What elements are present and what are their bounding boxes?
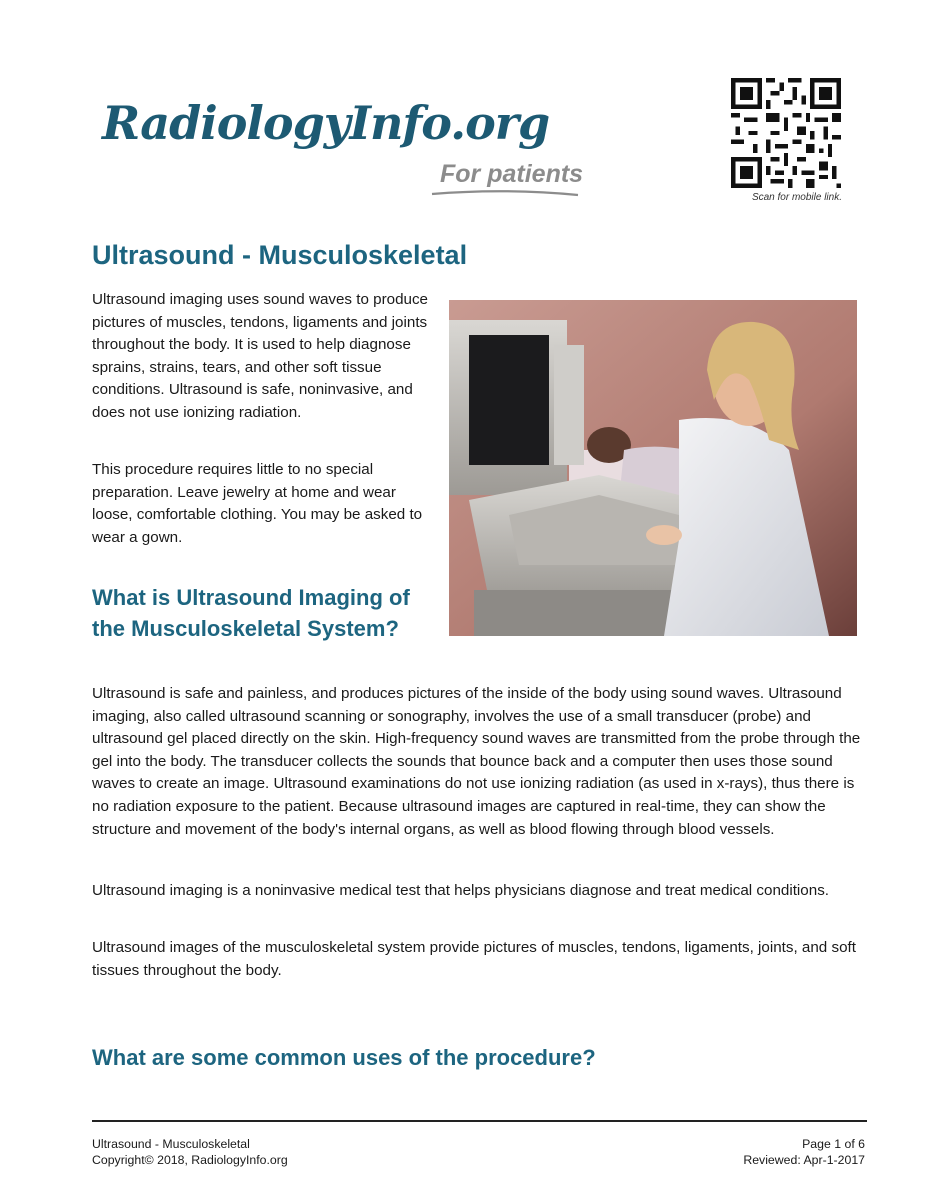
footer-copyright: Copyright© 2018, RadiologyInfo.org bbox=[92, 1153, 288, 1167]
section1-paragraph-1: Ultrasound is safe and painless, and produces pictures of the inside of the body using sound waves. Ultrasound imaging, also called ultrasound scanning or sonography, involves the use of a small transducer (probe) and ultrasound gel placed directly on the skin. High-frequency sound waves are transmitted from the probe through the gel into the body. The transducer collects the sounds that bounce back and a computer then uses those sound waves to create an image. Ultrasound examinations do not use ionizing radiation (as used in x-rays), thus there is no radiation exposure to the patient. Because ultrasound images are captured in real-time, they can show the structure and movement of the body's internal organs, as well as blood flowing through blood vessels. bbox=[92, 685, 861, 838]
intro-paragraph-2: This procedure requires little to no special preparation. Leave jewelry at home and wear loose, comfortable clothing. You may be asked to wear a gown. bbox=[92, 461, 423, 546]
qr-code-icon[interactable] bbox=[731, 78, 841, 188]
qr-caption: Scan for mobile link. bbox=[751, 192, 842, 203]
footer-doc-title: Ultrasound - Musculoskeletal bbox=[92, 1137, 250, 1151]
footer-page-number: Page 1 of 6 bbox=[802, 1137, 865, 1151]
intro-paragraph-1: Ultrasound imaging uses sound waves to produce pictures of muscles, tendons, ligaments and joints throughout the body. It is used to help diagnose sprains, strains, tears, and other soft tissue conditions. Ultrasound is safe, noninvasive, and does not use ionizing radiation. bbox=[92, 291, 429, 421]
page-title: Ultrasound - Musculoskeletal bbox=[92, 240, 468, 270]
logo-tagline: For patients bbox=[440, 160, 584, 188]
section1-paragraph-2: Ultrasound imaging is a noninvasive medical test that helps physicians diagnose and treat medical conditions. bbox=[92, 882, 830, 899]
site-logo: RadiologyInfo.org bbox=[102, 96, 550, 150]
footer-reviewed-date: Reviewed: Apr-1-2017 bbox=[743, 1153, 865, 1167]
footer-divider bbox=[92, 1120, 867, 1122]
section1-paragraph-3: Ultrasound images of the musculoskeletal system provide pictures of muscles, tendons, ligaments, joints, and soft tissues throughout the body. bbox=[92, 939, 856, 979]
ultrasound-exam-photo bbox=[449, 300, 857, 636]
section-heading-common-uses: What are some common uses of the procedure? bbox=[92, 1045, 596, 1070]
logo-swoosh-icon bbox=[430, 186, 580, 198]
section-heading-what-is: What is Ultrasound Imaging of the Musculoskeletal System? bbox=[92, 585, 410, 641]
